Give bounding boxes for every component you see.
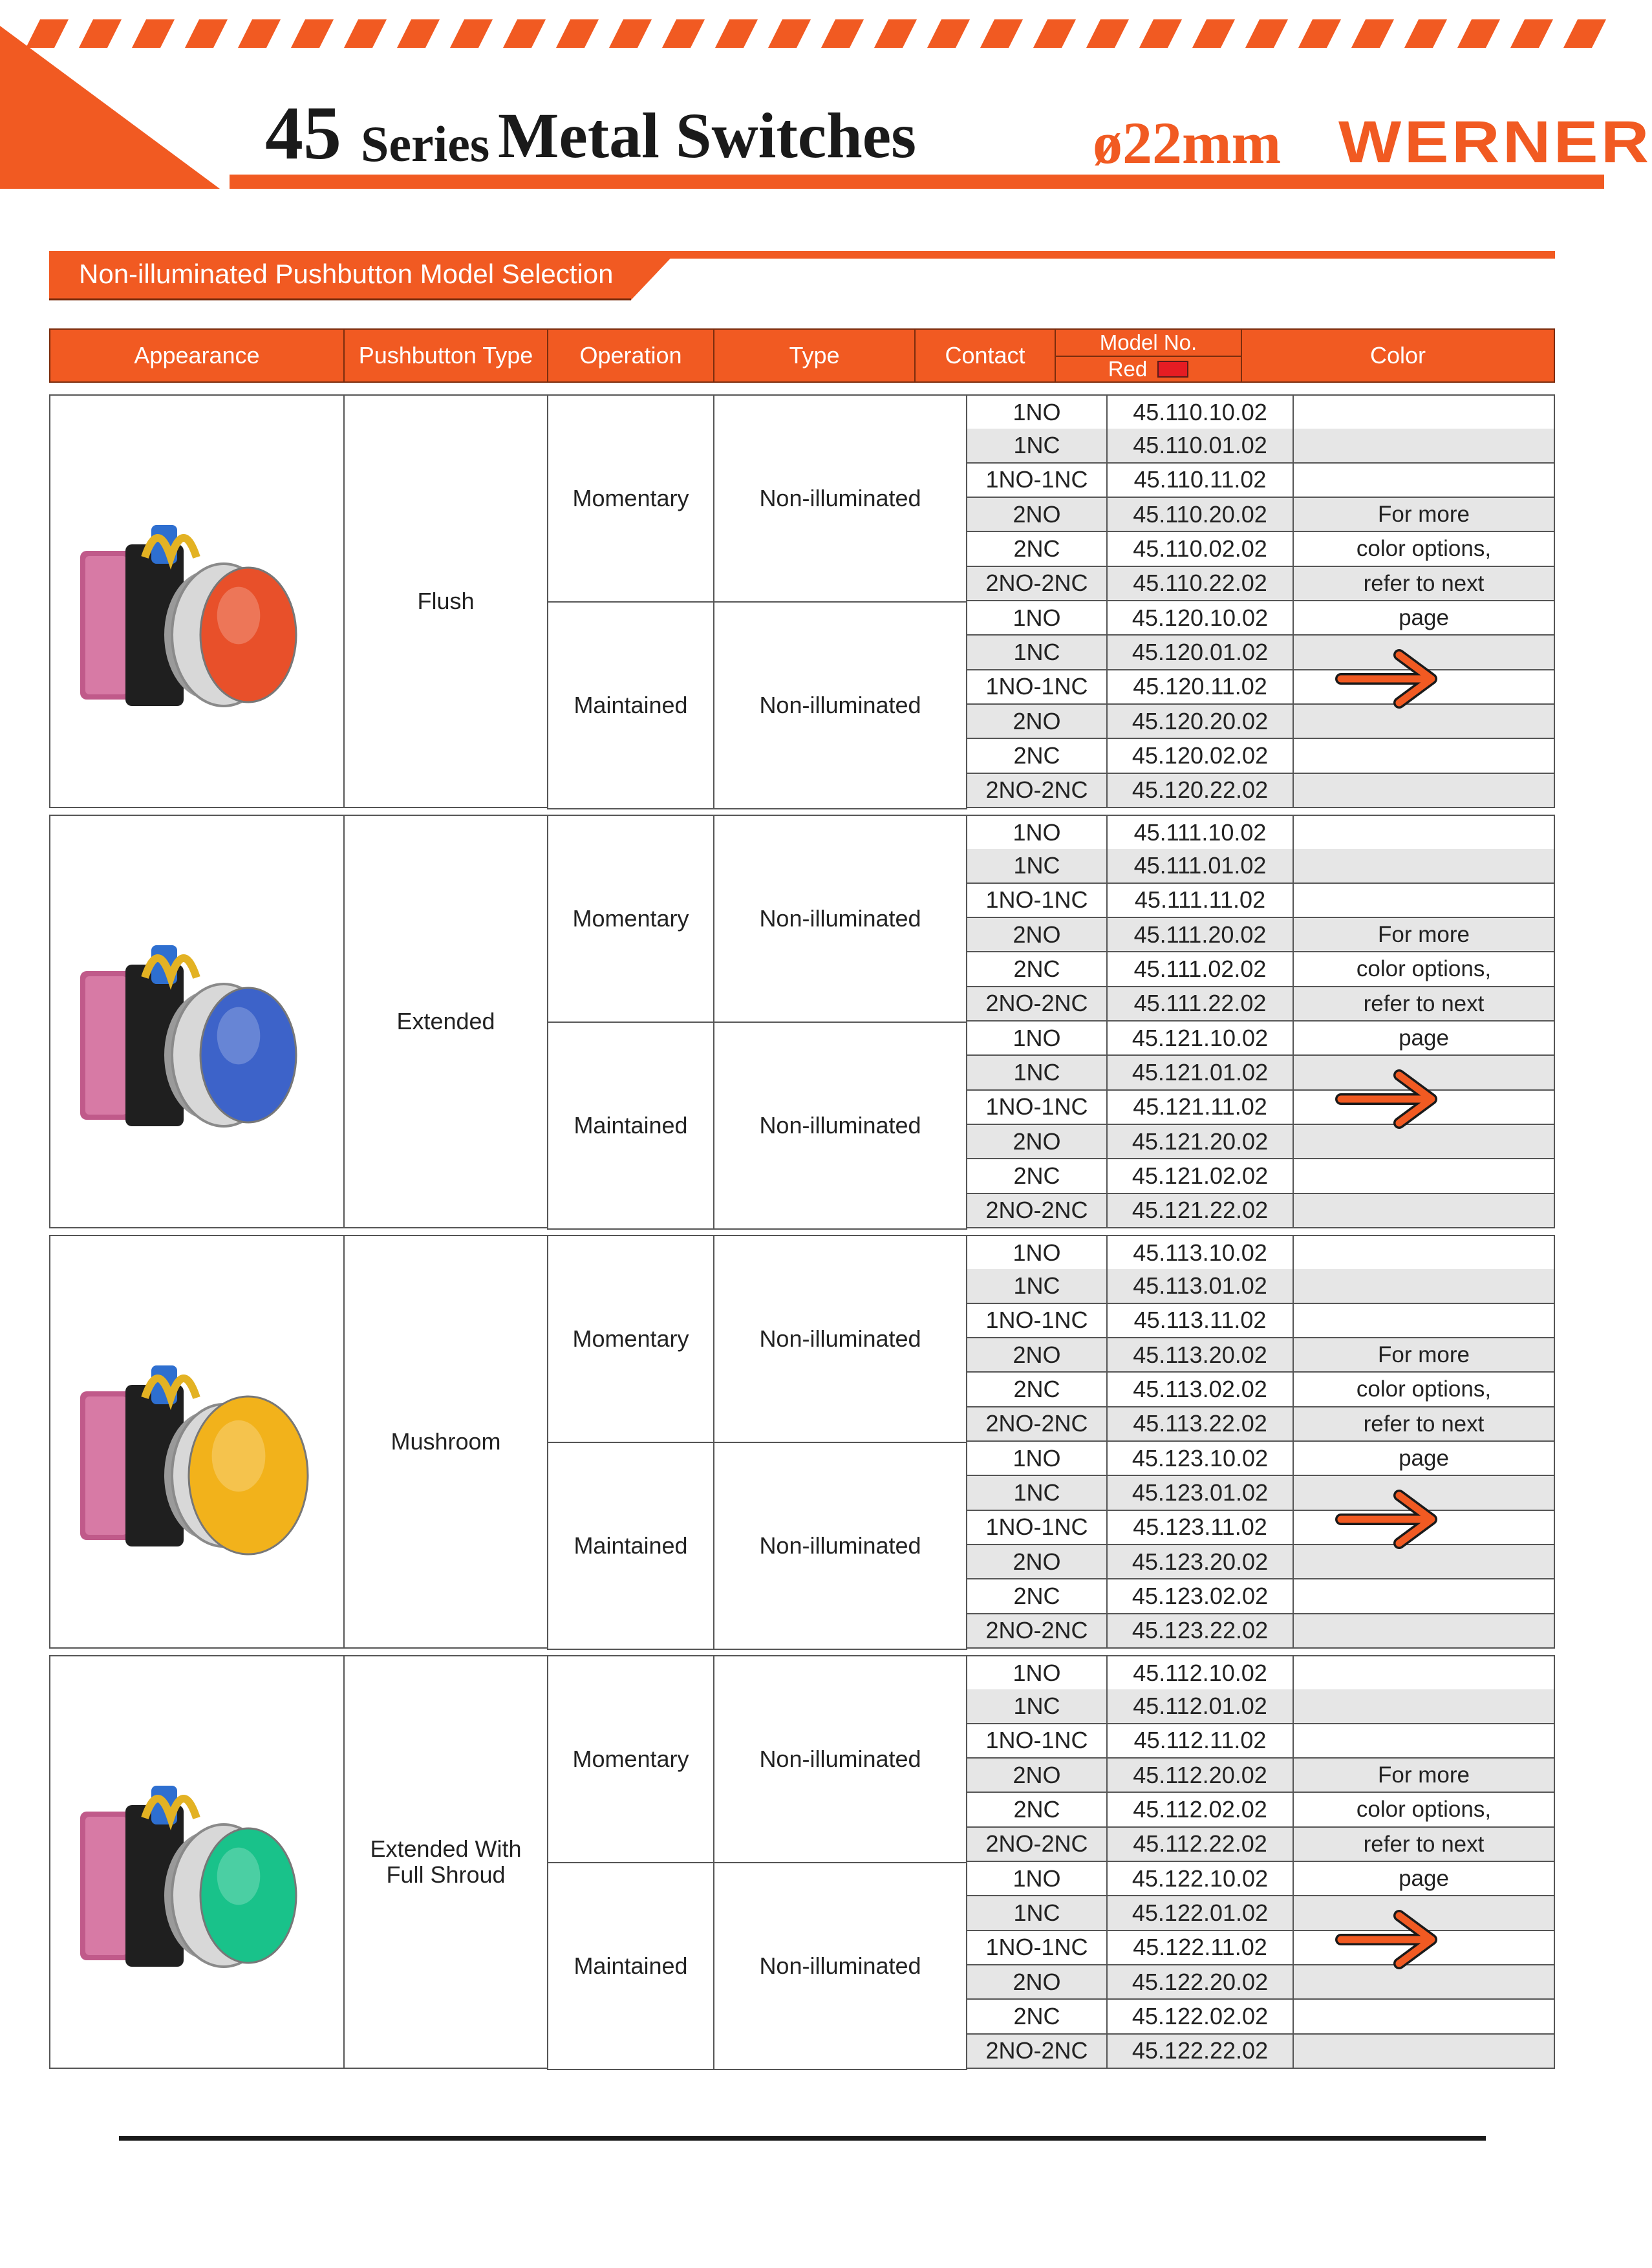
section-title: Non-illuminated Pushbutton Model Selection xyxy=(79,259,614,289)
contact-cell: 2NC xyxy=(966,952,1106,987)
color-note-line: page xyxy=(1399,1866,1449,1891)
color-note-line: color options, xyxy=(1356,1797,1492,1823)
contact-cell: 1NO xyxy=(966,601,1106,636)
operation-label: Maintained xyxy=(574,1112,688,1139)
color-cell xyxy=(1293,849,1555,883)
model-number-cell: 45.120.11.02 xyxy=(1106,670,1293,705)
type-cell xyxy=(713,1862,967,2070)
model-number-cell: 45.110.20.02 xyxy=(1106,498,1293,532)
contact-cell: 2NO xyxy=(966,918,1106,952)
model-number-cell: 45.120.22.02 xyxy=(1106,774,1293,808)
contact-cell: 2NO xyxy=(966,1125,1106,1159)
type-cell xyxy=(713,1655,967,1863)
section-rule xyxy=(647,251,1555,259)
model-number-cell: 45.121.11.02 xyxy=(1106,1091,1293,1125)
page-title: Metal Switches xyxy=(498,100,917,171)
contact-cell: 1NO xyxy=(966,1656,1106,1691)
table-row xyxy=(966,1614,1555,1649)
pushbutton-photo xyxy=(54,422,339,784)
next-page-arrow-icon xyxy=(1335,1910,1444,1969)
contact-cell: 1NO xyxy=(966,1862,1106,1896)
color-cell xyxy=(1293,1656,1555,1691)
operation-label: Maintained xyxy=(574,1532,688,1559)
type-cell xyxy=(713,815,967,1023)
table-row xyxy=(966,464,1555,498)
operation-cell xyxy=(547,815,714,1023)
type-cell xyxy=(713,1442,967,1650)
pushbutton-photo xyxy=(54,842,339,1204)
table-row xyxy=(966,1304,1555,1338)
table-row xyxy=(966,1896,1555,1931)
col-header-color: Color xyxy=(1369,342,1426,369)
model-number-cell: 45.122.22.02 xyxy=(1106,2035,1293,2069)
model-number-cell: 45.112.22.02 xyxy=(1106,1828,1293,1862)
contact-cell: 2NO xyxy=(966,498,1106,532)
contact-cell: 1NO xyxy=(966,816,1106,850)
contact-cell: 1NC xyxy=(966,1269,1106,1303)
model-number-cell: 45.123.11.02 xyxy=(1106,1511,1293,1545)
type-label: Non-illuminated xyxy=(759,1746,921,1772)
model-number-cell: 45.122.20.02 xyxy=(1106,1965,1293,2000)
contact-cell: 2NC xyxy=(966,1793,1106,1827)
col-header-model xyxy=(1056,330,1242,381)
contact-cell: 2NC xyxy=(966,2000,1106,2034)
model-number-cell: 45.113.02.02 xyxy=(1106,1373,1293,1407)
model-number-cell: 45.112.02.02 xyxy=(1106,1793,1293,1827)
table-row xyxy=(966,1476,1555,1510)
table-row xyxy=(966,1965,1555,2000)
table-row xyxy=(966,1579,1555,1614)
contact-cell: 2NC xyxy=(966,1159,1106,1193)
type-label: Non-illuminated xyxy=(759,1325,921,1352)
contact-cell: 2NO-2NC xyxy=(966,987,1106,1022)
model-number-cell: 45.110.02.02 xyxy=(1106,532,1293,566)
operation-cell xyxy=(547,1442,714,1650)
type-label: Non-illuminated xyxy=(759,1532,921,1559)
header-stripe-band xyxy=(0,0,1604,52)
col-header-contact: Contact xyxy=(916,330,1056,381)
contact-cell: 2NO xyxy=(966,1545,1106,1579)
table-row xyxy=(966,1724,1555,1759)
color-cell xyxy=(1293,884,1555,918)
operation-cell xyxy=(547,1235,714,1443)
contact-cell: 2NO xyxy=(966,1759,1106,1793)
model-number-cell: 45.123.20.02 xyxy=(1106,1545,1293,1579)
table-row xyxy=(966,1235,1555,1270)
type-cell xyxy=(713,1235,967,1443)
model-number-cell: 45.123.22.02 xyxy=(1106,1614,1293,1649)
color-cell xyxy=(1293,1125,1555,1159)
model-color-label: Red xyxy=(1108,357,1148,381)
model-number-cell: 45.122.02.02 xyxy=(1106,2000,1293,2034)
header-corner-triangle xyxy=(0,26,233,194)
model-number-cell: 45.111.02.02 xyxy=(1106,952,1293,987)
color-cell xyxy=(1293,1689,1555,1724)
color-note-line: color options, xyxy=(1356,956,1492,982)
model-number-cell: 45.110.01.02 xyxy=(1106,429,1293,463)
contact-cell: 1NO-1NC xyxy=(966,1304,1106,1338)
model-number-cell: 45.122.01.02 xyxy=(1106,1896,1293,1931)
model-number-cell: 45.111.10.02 xyxy=(1106,816,1293,850)
contact-cell: 2NO-2NC xyxy=(966,774,1106,808)
operation-label: Momentary xyxy=(572,905,689,932)
model-number-cell: 45.112.01.02 xyxy=(1106,1689,1293,1724)
model-number-cell: 45.111.01.02 xyxy=(1106,849,1293,883)
table-row xyxy=(966,1931,1555,1965)
contact-cell: 2NO-2NC xyxy=(966,1828,1106,1862)
contact-cell: 1NC xyxy=(966,429,1106,463)
table-row xyxy=(966,1689,1555,1724)
pushbutton-type-cell xyxy=(343,1655,548,2069)
contact-cell: 1NO-1NC xyxy=(966,1091,1106,1125)
operation-label: Momentary xyxy=(572,485,689,511)
group-flush xyxy=(49,394,1555,808)
type-label: Non-illuminated xyxy=(759,485,921,511)
contact-cell: 1NO-1NC xyxy=(966,464,1106,498)
model-number-cell: 45.121.22.02 xyxy=(1106,1194,1293,1228)
brand-logo: WERNER xyxy=(1338,109,1652,175)
pushbutton-type-label: Extended With Full Shroud xyxy=(370,1835,522,1888)
contact-cell: 2NO xyxy=(966,1965,1106,2000)
pushbutton-type-cell xyxy=(343,1235,548,1649)
color-cell xyxy=(1293,2000,1555,2034)
contact-cell: 1NO xyxy=(966,1442,1106,1476)
contact-cell: 1NO-1NC xyxy=(966,1511,1106,1545)
table-row xyxy=(966,1159,1555,1193)
contact-cell: 1NO-1NC xyxy=(966,884,1106,918)
color-note-line: For more xyxy=(1378,922,1470,947)
color-note-line: refer to next xyxy=(1363,1411,1485,1437)
operation-label: Maintained xyxy=(574,692,688,718)
contact-cell: 2NO-2NC xyxy=(966,1614,1106,1649)
color-note-line: page xyxy=(1399,1446,1449,1471)
group-mushroom xyxy=(49,1235,1555,1649)
color-cell xyxy=(1293,1579,1555,1614)
col-header-model-no: Model No. xyxy=(1056,330,1241,357)
type-label: Non-illuminated xyxy=(759,1952,921,1979)
page-title-number: 45 xyxy=(265,91,341,175)
contact-cell: 1NO xyxy=(966,1022,1106,1056)
col-header-type: Type xyxy=(714,330,916,381)
contact-cell: 2NO xyxy=(966,705,1106,739)
pushbutton-type-cell xyxy=(343,394,548,808)
table-row xyxy=(966,2000,1555,2034)
table-row xyxy=(966,1655,1555,1691)
operation-label: Momentary xyxy=(572,1746,689,1772)
group-extended-full-shroud xyxy=(49,1655,1555,2069)
model-number-cell: 45.122.11.02 xyxy=(1106,1931,1293,1965)
appearance-cell xyxy=(49,394,345,808)
model-number-cell: 45.123.01.02 xyxy=(1106,1476,1293,1510)
color-cell xyxy=(1293,1965,1555,2000)
model-number-cell: 45.112.20.02 xyxy=(1106,1759,1293,1793)
model-number-cell: 45.113.20.02 xyxy=(1106,1338,1293,1373)
table-row xyxy=(966,1091,1555,1125)
table-row xyxy=(966,1194,1555,1228)
operation-cell xyxy=(547,1022,714,1230)
model-number-cell: 45.122.10.02 xyxy=(1106,1862,1293,1896)
appearance-cell xyxy=(49,1235,345,1649)
color-note-line: page xyxy=(1399,605,1449,630)
color-note-line: refer to next xyxy=(1363,1831,1485,1857)
type-label: Non-illuminated xyxy=(759,692,921,718)
operation-cell xyxy=(547,1655,714,1863)
pushbutton-type-cell xyxy=(343,815,548,1228)
color-note-line: page xyxy=(1399,1025,1449,1051)
contact-cell: 2NO-2NC xyxy=(966,1194,1106,1228)
col-header-pushbutton-type: Pushbutton Type xyxy=(345,330,548,381)
table-row xyxy=(966,670,1555,705)
contact-cell: 1NC xyxy=(966,1476,1106,1510)
model-number-cell: 45.120.01.02 xyxy=(1106,636,1293,670)
color-cell xyxy=(1293,705,1555,739)
table-row xyxy=(966,815,1555,850)
contact-cell: 1NC xyxy=(966,849,1106,883)
table-row xyxy=(966,849,1555,883)
diameter-label: ø22mm xyxy=(1093,110,1282,176)
model-number-cell: 45.121.20.02 xyxy=(1106,1125,1293,1159)
contact-cell: 1NO xyxy=(966,396,1106,430)
table-row xyxy=(966,739,1555,773)
model-number-cell: 45.120.10.02 xyxy=(1106,601,1293,636)
contact-cell: 2NC xyxy=(966,1579,1106,1614)
group-extended xyxy=(49,815,1555,1228)
type-label: Non-illuminated xyxy=(759,905,921,932)
contact-cell: 1NO xyxy=(966,1236,1106,1270)
appearance-cell xyxy=(49,815,345,1228)
pushbutton-photo xyxy=(54,1262,339,1624)
contact-cell: 1NO-1NC xyxy=(966,1931,1106,1965)
contact-cell: 2NC xyxy=(966,532,1106,566)
type-cell xyxy=(713,1022,967,1230)
col-header-operation: Operation xyxy=(548,330,714,381)
contact-cell: 2NO-2NC xyxy=(966,2035,1106,2069)
pushbutton-photo xyxy=(54,1682,339,2044)
color-note-line: For more xyxy=(1378,1762,1470,1788)
operation-cell xyxy=(547,394,714,603)
color-cell xyxy=(1293,774,1555,808)
model-number-cell: 45.111.11.02 xyxy=(1106,884,1293,918)
contact-cell: 2NC xyxy=(966,1373,1106,1407)
next-page-arrow-icon xyxy=(1335,1490,1444,1548)
appearance-cell xyxy=(49,1655,345,2069)
color-cell xyxy=(1293,1724,1555,1759)
model-number-cell: 45.121.10.02 xyxy=(1106,1022,1293,1056)
table-row xyxy=(966,429,1555,463)
contact-cell: 1NC xyxy=(966,1056,1106,1090)
type-cell xyxy=(713,394,967,603)
contact-cell: 1NO-1NC xyxy=(966,1724,1106,1759)
model-number-cell: 45.120.20.02 xyxy=(1106,705,1293,739)
model-number-cell: 45.110.22.02 xyxy=(1106,567,1293,601)
model-number-cell: 45.123.10.02 xyxy=(1106,1442,1293,1476)
color-note-line: For more xyxy=(1378,502,1470,527)
color-note-line: refer to next xyxy=(1363,990,1485,1016)
pushbutton-type-label: Flush xyxy=(417,588,475,614)
table-row xyxy=(966,394,1555,430)
table-row xyxy=(966,1269,1555,1303)
type-cell xyxy=(713,601,967,809)
table-row xyxy=(966,705,1555,739)
model-number-cell: 45.113.11.02 xyxy=(1106,1304,1293,1338)
footer-rule xyxy=(119,2136,1486,2141)
table-row xyxy=(966,774,1555,808)
contact-cell: 1NO-1NC xyxy=(966,670,1106,705)
color-cell xyxy=(1293,429,1555,463)
col-header-appearance: Appearance xyxy=(50,330,345,381)
operation-label: Momentary xyxy=(572,1325,689,1352)
model-number-cell: 45.113.10.02 xyxy=(1106,1236,1293,1270)
model-number-cell: 45.121.02.02 xyxy=(1106,1159,1293,1193)
contact-cell: 2NO-2NC xyxy=(966,1407,1106,1442)
contact-cell: 1NC xyxy=(966,636,1106,670)
red-swatch-icon xyxy=(1157,361,1188,378)
color-cell xyxy=(1293,1614,1555,1649)
table-row xyxy=(966,1545,1555,1579)
color-cell xyxy=(1293,2035,1555,2069)
model-number-cell: 45.113.22.02 xyxy=(1106,1407,1293,1442)
contact-cell: 2NO xyxy=(966,1338,1106,1373)
color-cell xyxy=(1293,1236,1555,1270)
contact-cell: 2NC xyxy=(966,739,1106,773)
pushbutton-type-label: Mushroom xyxy=(391,1428,501,1455)
color-cell xyxy=(1293,739,1555,773)
model-number-cell: 45.111.22.02 xyxy=(1106,987,1293,1022)
model-number-cell: 45.123.02.02 xyxy=(1106,1579,1293,1614)
pushbutton-type-label: Extended xyxy=(396,1008,495,1034)
header-title-underline xyxy=(230,175,1604,189)
table-row xyxy=(966,1511,1555,1545)
model-number-cell: 45.112.11.02 xyxy=(1106,1724,1293,1759)
page-title-series: Series xyxy=(361,116,490,172)
color-cell xyxy=(1293,464,1555,498)
color-cell xyxy=(1293,816,1555,850)
model-number-cell: 45.112.10.02 xyxy=(1106,1656,1293,1691)
model-number-cell: 45.110.10.02 xyxy=(1106,396,1293,430)
color-cell xyxy=(1293,1269,1555,1303)
col-header-model-color xyxy=(1056,357,1241,381)
table-row xyxy=(966,2035,1555,2069)
type-label: Non-illuminated xyxy=(759,1112,921,1139)
color-cell xyxy=(1293,1304,1555,1338)
table-row xyxy=(966,636,1555,670)
table-row xyxy=(966,1125,1555,1159)
color-cell xyxy=(1293,1194,1555,1228)
model-number-cell: 45.113.01.02 xyxy=(1106,1269,1293,1303)
model-number-cell: 45.120.02.02 xyxy=(1106,739,1293,773)
table-header xyxy=(49,328,1555,383)
color-note-line: refer to next xyxy=(1363,570,1485,596)
color-cell xyxy=(1293,1159,1555,1193)
table-row xyxy=(966,884,1555,918)
next-page-arrow-icon xyxy=(1335,650,1444,708)
color-note-line: color options, xyxy=(1356,536,1492,562)
contact-cell: 1NC xyxy=(966,1689,1106,1724)
contact-cell: 1NC xyxy=(966,1896,1106,1931)
model-number-cell: 45.110.11.02 xyxy=(1106,464,1293,498)
operation-label: Maintained xyxy=(574,1952,688,1979)
operation-cell xyxy=(547,1862,714,2070)
contact-cell: 2NO-2NC xyxy=(966,567,1106,601)
color-cell xyxy=(1293,396,1555,430)
model-number-cell: 45.121.01.02 xyxy=(1106,1056,1293,1090)
table-row xyxy=(966,1056,1555,1090)
color-note-line: color options, xyxy=(1356,1376,1492,1402)
color-note-line: For more xyxy=(1378,1342,1470,1367)
operation-cell xyxy=(547,601,714,809)
next-page-arrow-icon xyxy=(1335,1070,1444,1128)
color-cell xyxy=(1293,1545,1555,1579)
model-number-cell: 45.111.20.02 xyxy=(1106,918,1293,952)
